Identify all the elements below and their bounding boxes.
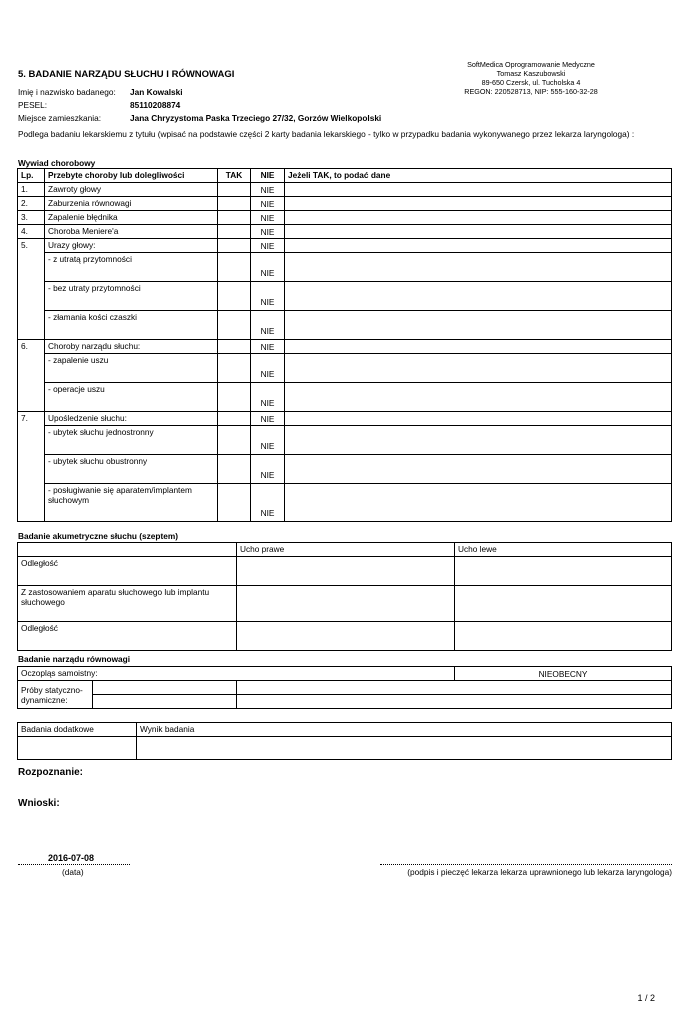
nie-cell[interactable]: NIE	[251, 426, 285, 455]
details-cell[interactable]	[285, 340, 672, 354]
extra-tests-cell[interactable]	[18, 737, 137, 760]
details-cell[interactable]	[285, 197, 672, 211]
balance-table	[17, 666, 672, 709]
right-ear-cell[interactable]	[237, 557, 455, 586]
nie-cell[interactable]: NIE	[251, 197, 285, 211]
header-disease: Przebyte choroby lub dolegliwości	[45, 169, 218, 183]
row-lp	[18, 354, 45, 383]
tak-cell[interactable]	[218, 311, 251, 340]
nie-cell[interactable]: NIE	[251, 211, 285, 225]
details-cell[interactable]	[285, 383, 672, 412]
static-dynamic-result[interactable]	[237, 695, 672, 709]
name-label: Imię i nazwisko badanego:	[18, 87, 116, 97]
row-lp	[18, 253, 45, 282]
row-label: - ubytek słuchu obustronny	[45, 455, 218, 484]
pesel-value: 85110208874	[130, 100, 181, 110]
details-cell[interactable]	[285, 282, 672, 311]
vendor-line-2: Tomasz Kaszubowski	[496, 69, 566, 78]
tak-cell[interactable]	[218, 455, 251, 484]
left-ear-header: Ucho lewe	[455, 543, 672, 557]
details-cell[interactable]	[285, 211, 672, 225]
details-cell[interactable]	[285, 354, 672, 383]
header-lp: Lp.	[18, 169, 45, 183]
nie-cell[interactable]: NIE	[251, 354, 285, 383]
table-row	[18, 354, 672, 383]
table-row	[18, 557, 672, 586]
tak-cell[interactable]	[218, 412, 251, 426]
static-dynamic-label: Próby statyczno-dynamiczne:	[18, 681, 93, 709]
row-lp: 5.	[18, 239, 45, 253]
history-table	[17, 168, 672, 522]
tak-cell[interactable]	[218, 197, 251, 211]
tak-cell[interactable]	[218, 383, 251, 412]
name-value: Jan Kowalski	[130, 87, 183, 97]
acoustic-corner	[18, 543, 237, 557]
signature-caption: (podpis i pieczęć lekarza lekarza uprawnionego lub lekarza laryngologa)	[407, 867, 672, 877]
row-label: Upośledzenie słuchu:	[45, 412, 218, 426]
table-row	[18, 311, 672, 340]
row-label: - z utratą przytomności	[45, 253, 218, 282]
details-cell[interactable]	[285, 183, 672, 197]
static-dynamic-cell[interactable]	[93, 681, 237, 695]
extra-results-header: Wynik badania	[137, 723, 672, 737]
extra-tests-header: Badania dodatkowe	[18, 723, 137, 737]
row-label: - bez utraty przytomności	[45, 282, 218, 311]
acoustic-section-title: Badanie akumetryczne słuchu (szeptem)	[18, 531, 178, 541]
tak-cell[interactable]	[218, 211, 251, 225]
vendor-line-4: REGON: 220528713, NIP: 555-160-32-28	[464, 87, 598, 96]
static-dynamic-cell[interactable]	[93, 695, 237, 709]
nie-cell[interactable]: NIE	[251, 225, 285, 239]
history-section-title: Wywiad chorobowy	[18, 158, 96, 168]
table-row	[18, 586, 672, 622]
row-lp: 2.	[18, 197, 45, 211]
vendor-line-1: SoftMedica Oprogramowanie Medyczne	[467, 60, 595, 69]
acoustic-row-label: Odległość	[18, 557, 237, 586]
table-row	[18, 484, 672, 522]
table-row	[18, 225, 672, 239]
row-label: - posługiwanie się aparatem/implantem słuchowym	[45, 484, 218, 522]
romberg-value[interactable]: NIEOBECNY	[455, 667, 672, 681]
address-value: Jana Chryzystoma Paska Trzeciego 27/32, Gorzów Wielkopolski	[130, 113, 382, 123]
nie-cell[interactable]: NIE	[251, 282, 285, 311]
table-row	[18, 282, 672, 311]
table-row	[18, 340, 672, 354]
row-label: Zapalenie błędnika	[45, 211, 218, 225]
romberg-label: Oczopląs samoistny:	[18, 667, 455, 681]
details-cell[interactable]	[285, 239, 672, 253]
nie-cell[interactable]: NIE	[251, 311, 285, 340]
details-cell[interactable]	[285, 484, 672, 522]
page-number: 1 / 2	[637, 993, 655, 1003]
table-row	[18, 455, 672, 484]
details-cell[interactable]	[285, 412, 672, 426]
tak-cell[interactable]	[218, 484, 251, 522]
acoustic-row-label: Z zastosowaniem aparatu słuchowego lub implantu słuchowego	[18, 586, 237, 622]
details-cell[interactable]	[285, 225, 672, 239]
address-label: Miejsce zamieszkania:	[18, 113, 101, 123]
tak-cell[interactable]	[218, 354, 251, 383]
diagnosis-label: Rozpoznanie:	[18, 767, 83, 778]
table-row	[18, 383, 672, 412]
right-ear-cell[interactable]	[237, 586, 455, 622]
date-line[interactable]	[18, 853, 130, 865]
tak-cell[interactable]	[218, 225, 251, 239]
details-cell[interactable]	[285, 455, 672, 484]
left-ear-cell[interactable]	[455, 557, 672, 586]
row-lp	[18, 383, 45, 412]
date-caption: (data)	[62, 867, 84, 877]
row-label: - ubytek słuchu jednostronny	[45, 426, 218, 455]
row-label: Zawroty głowy	[45, 183, 218, 197]
nie-cell[interactable]: NIE	[251, 183, 285, 197]
tak-cell[interactable]	[218, 239, 251, 253]
header-nie: NIE	[251, 169, 285, 183]
tak-cell[interactable]	[218, 253, 251, 282]
acoustic-table	[17, 542, 672, 651]
left-ear-cell[interactable]	[455, 622, 672, 651]
table-row	[18, 253, 672, 282]
conclusions-label: Wnioski:	[18, 798, 60, 809]
nie-cell[interactable]: NIE	[251, 412, 285, 426]
tak-cell[interactable]	[218, 183, 251, 197]
row-lp	[18, 455, 45, 484]
static-dynamic-result[interactable]	[237, 681, 672, 695]
signature-line[interactable]	[380, 853, 672, 865]
table-row	[18, 426, 672, 455]
extra-results-cell[interactable]	[137, 737, 672, 760]
header-tak: TAK	[218, 169, 251, 183]
nie-cell[interactable]: NIE	[251, 455, 285, 484]
tak-cell[interactable]	[218, 340, 251, 354]
details-cell[interactable]	[285, 253, 672, 282]
table-row	[18, 622, 672, 651]
row-label: - zapalenie uszu	[45, 354, 218, 383]
row-lp	[18, 484, 45, 522]
row-lp: 7.	[18, 412, 45, 426]
row-lp	[18, 426, 45, 455]
table-row	[18, 412, 672, 426]
details-cell[interactable]	[285, 426, 672, 455]
vendor-header	[431, 60, 631, 96]
row-lp: 6.	[18, 340, 45, 354]
row-label: Zaburzenia równowagi	[45, 197, 218, 211]
page-title: 5. BADANIE NARZĄDU SŁUCHU I RÓWNOWAGI	[18, 69, 235, 80]
row-lp: 4.	[18, 225, 45, 239]
nie-cell[interactable]: NIE	[251, 484, 285, 522]
pesel-label: PESEL:	[18, 100, 48, 110]
date-value: 2016-07-08	[48, 853, 95, 863]
row-lp: 1.	[18, 183, 45, 197]
row-lp	[18, 282, 45, 311]
nie-cell[interactable]: NIE	[251, 239, 285, 253]
table-row	[18, 183, 672, 197]
header-details: Jeżeli TAK, to podać dane	[285, 169, 672, 183]
nie-cell[interactable]: NIE	[251, 253, 285, 282]
row-label: Choroba Meniere'a	[45, 225, 218, 239]
row-lp: 3.	[18, 211, 45, 225]
row-label: Choroby narządu słuchu:	[45, 340, 218, 354]
right-ear-header: Ucho prawe	[237, 543, 455, 557]
extra-tests-table	[17, 722, 672, 760]
table-row	[18, 197, 672, 211]
legal-note: Podlega badaniu lekarskiemu z tytułu (wpisać na podstawie części 2 karty badania lekarskiego - tylko w przypadku badania wykonywanego przez lekarza laryngologa) :	[18, 129, 635, 139]
row-label: - operacje uszu	[45, 383, 218, 412]
tak-cell[interactable]	[218, 426, 251, 455]
left-ear-cell[interactable]	[455, 586, 672, 622]
row-lp	[18, 311, 45, 340]
right-ear-cell[interactable]	[237, 622, 455, 651]
details-cell[interactable]	[285, 311, 672, 340]
nie-cell[interactable]: NIE	[251, 340, 285, 354]
row-label: Urazy głowy:	[45, 239, 218, 253]
row-label: - złamania kości czaszki	[45, 311, 218, 340]
acoustic-row-label: Odległość	[18, 622, 237, 651]
table-row	[18, 239, 672, 253]
balance-section-title: Badanie narządu równowagi	[18, 654, 131, 664]
vendor-line-3: 89-650 Czersk, ul. Tucholska 4	[481, 78, 581, 87]
nie-cell[interactable]: NIE	[251, 383, 285, 412]
tak-cell[interactable]	[218, 282, 251, 311]
table-row	[18, 211, 672, 225]
